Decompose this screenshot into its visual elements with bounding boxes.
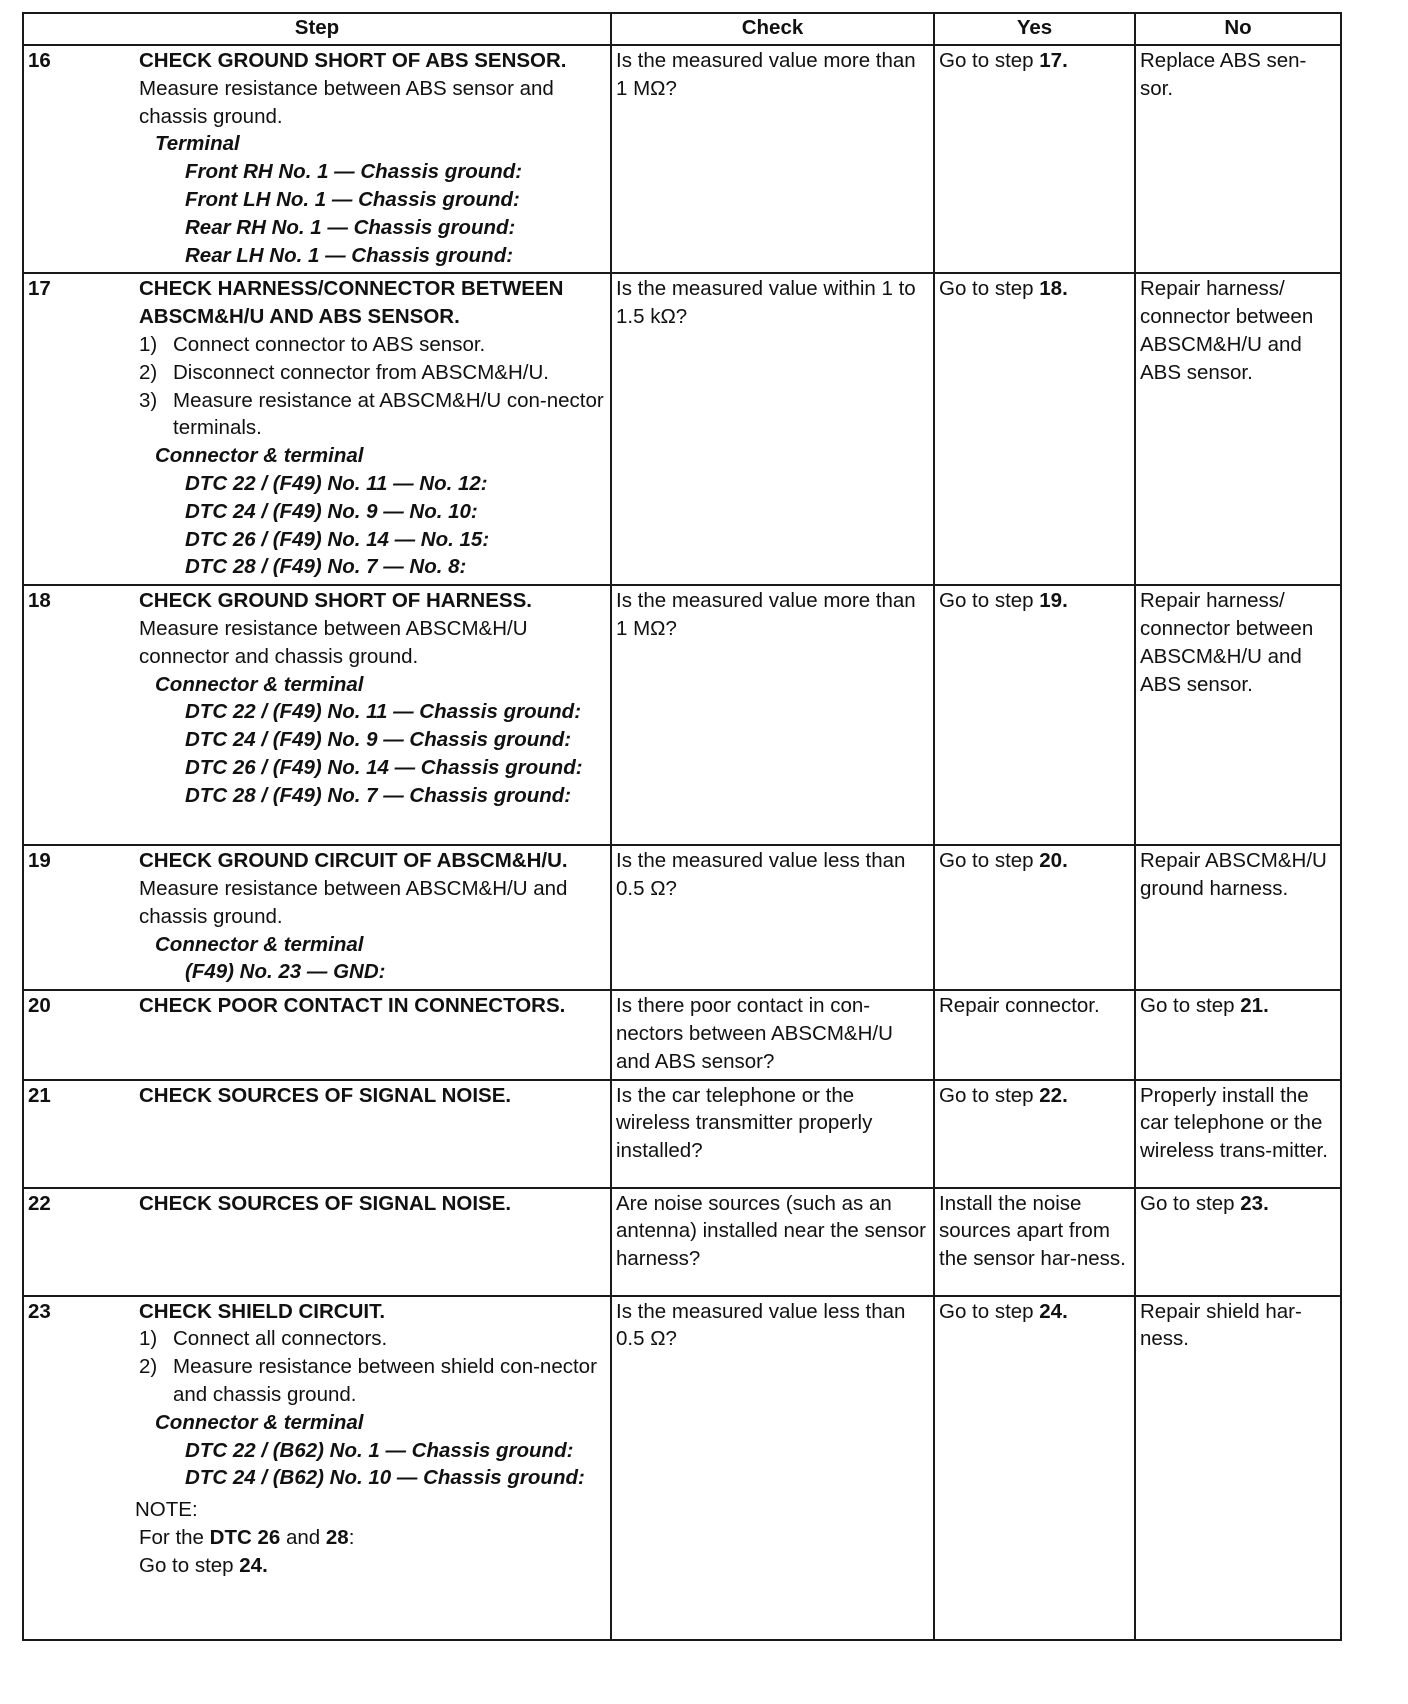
yes-text: Go to step	[939, 277, 1040, 301]
step-title: CHECK GROUND SHORT OF ABS SENSOR.	[139, 49, 567, 72]
terminal-spec: DTC 22 / (B62) No. 1 — Chassis ground:	[185, 1438, 574, 1462]
note-dtc: 28	[325, 1525, 349, 1549]
no-cell: Replace ABS sen-sor.	[1135, 45, 1341, 273]
note-text: :	[348, 1525, 355, 1549]
header-yes: Yes	[934, 13, 1135, 45]
list-text: Connect connector to ABS sensor.	[173, 332, 486, 356]
yes-text: Go to step	[939, 1083, 1040, 1107]
list-number: 2)	[139, 1355, 158, 1379]
list-number: 1)	[139, 1327, 158, 1351]
step-number: 16	[28, 49, 51, 72]
yes-text: Go to step	[939, 1299, 1040, 1323]
step-number: 17	[28, 277, 51, 301]
yes-text: Go to step	[939, 589, 1040, 613]
header-step: Step	[23, 13, 611, 45]
yes-cell	[934, 273, 1135, 585]
no-cell	[1135, 990, 1341, 1079]
step-title: CHECK HARNESS/CONNECTOR BETWEEN ABSCM&H/U AND ABS SENSOR.	[139, 277, 564, 329]
step-instruction: Measure resistance between ABSCM&H/U connector and chassis ground.	[139, 616, 528, 668]
connector-label: Connector & terminal	[155, 1410, 364, 1434]
step-cell	[23, 1080, 611, 1188]
table-row	[23, 845, 1341, 990]
no-cell: Properly install the car telephone or the wireless trans-mitter.	[1135, 1080, 1341, 1188]
step-cell	[23, 990, 611, 1079]
list-item	[139, 387, 605, 443]
table-row	[23, 585, 1341, 845]
note-dtc: DTC 26	[209, 1525, 281, 1549]
no-step-ref: 21.	[1240, 994, 1269, 1018]
note-label: NOTE:	[135, 1498, 198, 1522]
note-line	[139, 1552, 605, 1580]
yes-cell: Repair connector.	[934, 990, 1135, 1079]
terminal-spec: Front RH No. 1 — Chassis ground:	[185, 160, 523, 184]
step-cell	[23, 845, 611, 990]
terminal-spec: DTC 24 / (F49) No. 9 — No. 10:	[185, 499, 478, 523]
table-row	[23, 990, 1341, 1079]
yes-cell: Install the noise sources apart from the sensor har-ness.	[934, 1188, 1135, 1296]
step-cell	[23, 1296, 611, 1640]
step-cell	[23, 1188, 611, 1296]
no-cell: Repair shield har-ness.	[1135, 1296, 1341, 1640]
check-cell: Is the measured value more than 1 MΩ?	[611, 45, 934, 273]
table-row	[23, 1296, 1341, 1640]
list-text: Measure resistance between shield con-nector and chassis ground.	[173, 1355, 597, 1406]
note-step-ref: 24.	[239, 1553, 268, 1577]
check-cell: Are noise sources (such as an antenna) installed near the sensor harness?	[611, 1188, 934, 1296]
terminal-spec: DTC 22 / (F49) No. 11 — No. 12:	[185, 471, 488, 495]
step-number: 19	[28, 849, 51, 873]
list-text: Disconnect connector from ABSCM&H/U.	[173, 360, 549, 384]
list-number: 3)	[139, 388, 158, 412]
check-cell: Is the measured value less than 0.5 Ω?	[611, 1296, 934, 1640]
step-title: CHECK GROUND SHORT OF HARNESS.	[139, 589, 532, 613]
list-item	[139, 359, 605, 387]
connector-label: Connector & terminal	[155, 444, 364, 468]
yes-cell	[934, 585, 1135, 845]
note-text: For the	[139, 1525, 210, 1549]
yes-step-ref: 19.	[1039, 589, 1068, 613]
list-item	[139, 1325, 605, 1353]
no-text: Go to step	[1140, 1191, 1241, 1215]
list-number: 1)	[139, 332, 158, 356]
terminal-spec: DTC 22 / (F49) No. 11 — Chassis ground:	[185, 700, 582, 724]
yes-cell	[934, 45, 1135, 273]
terminal-spec: Rear RH No. 1 — Chassis ground:	[185, 215, 516, 239]
terminal-spec: DTC 24 / (F49) No. 9 — Chassis ground:	[185, 728, 572, 752]
yes-cell	[934, 1296, 1135, 1640]
yes-cell	[934, 1080, 1135, 1188]
yes-cell	[934, 845, 1135, 990]
note-text: Go to step	[139, 1553, 240, 1577]
step-number: 22	[28, 1191, 51, 1215]
check-cell: Is the measured value within 1 to 1.5 kΩ?	[611, 273, 934, 585]
yes-step-ref: 17.	[1039, 49, 1068, 72]
terminal-spec: Rear LH No. 1 — Chassis ground:	[185, 243, 514, 267]
terminal-spec: (F49) No. 23 — GND:	[185, 960, 386, 984]
yes-text: Go to step	[939, 849, 1040, 873]
step-title: CHECK SHIELD CIRCUIT.	[139, 1299, 386, 1323]
step-number: 18	[28, 589, 51, 613]
no-cell: Repair ABSCM&H/U ground harness.	[1135, 845, 1341, 990]
terminal-spec: DTC 26 / (F49) No. 14 — No. 15:	[185, 527, 490, 551]
connector-label: Connector & terminal	[155, 672, 364, 696]
check-cell: Is the measured value more than 1 MΩ?	[611, 585, 934, 845]
check-cell: Is there poor contact in con-nectors between ABSCM&H/U and ABS sensor?	[611, 990, 934, 1079]
terminal-spec: Front LH No. 1 — Chassis ground:	[185, 187, 520, 211]
header-no: No	[1135, 13, 1341, 45]
yes-step-ref: 18.	[1039, 277, 1068, 301]
terminal-spec: DTC 28 / (F49) No. 7 — No. 8:	[185, 555, 467, 579]
list-text: Connect all connectors.	[173, 1327, 388, 1351]
list-item	[139, 1353, 605, 1409]
header-check: Check	[611, 13, 934, 45]
table-row	[23, 1080, 1341, 1188]
step-instruction: Measure resistance between ABSCM&H/U and chassis ground.	[139, 876, 568, 928]
list-text: Measure resistance at ABSCM&H/U con-nector terminals.	[173, 388, 604, 440]
step-cell	[23, 585, 611, 845]
note-line	[139, 1524, 605, 1552]
no-cell: Repair harness/ connector between ABSCM&H/U and ABS sensor.	[1135, 273, 1341, 585]
yes-step-ref: 22.	[1039, 1083, 1068, 1107]
no-step-ref: 23.	[1240, 1191, 1269, 1215]
no-cell: Repair harness/ connector between ABSCM&H/U and ABS sensor.	[1135, 585, 1341, 845]
terminal-label: Terminal	[155, 132, 240, 156]
step-number: 23	[28, 1299, 51, 1323]
step-number: 20	[28, 994, 51, 1018]
list-item	[139, 331, 605, 359]
terminal-spec: DTC 28 / (F49) No. 7 — Chassis ground:	[185, 783, 572, 807]
step-instruction: Measure resistance between ABS sensor and chassis ground.	[139, 76, 554, 128]
step-number: 21	[28, 1083, 51, 1107]
step-cell	[23, 273, 611, 585]
terminal-spec: DTC 24 / (B62) No. 10 — Chassis ground:	[185, 1466, 585, 1490]
step-title: CHECK SOURCES OF SIGNAL NOISE.	[139, 1083, 512, 1107]
table-header-row	[23, 13, 1341, 45]
step-title: CHECK SOURCES OF SIGNAL NOISE.	[139, 1191, 512, 1215]
step-title: CHECK GROUND CIRCUIT OF ABSCM&H/U.	[139, 849, 568, 873]
no-cell	[1135, 1188, 1341, 1296]
check-cell: Is the measured value less than 0.5 Ω?	[611, 845, 934, 990]
table-row	[23, 273, 1341, 585]
yes-step-ref: 24.	[1039, 1299, 1068, 1323]
step-cell	[23, 45, 611, 273]
table-row	[23, 1188, 1341, 1296]
step-title: CHECK POOR CONTACT IN CONNECTORS.	[139, 994, 566, 1018]
table-row	[23, 45, 1341, 273]
yes-step-ref: 20.	[1039, 849, 1068, 873]
terminal-spec: DTC 26 / (F49) No. 14 — Chassis ground:	[185, 755, 583, 779]
no-text: Go to step	[1140, 994, 1241, 1018]
diagnosis-table	[22, 12, 1342, 1641]
list-number: 2)	[139, 360, 158, 384]
note-text: and	[280, 1525, 326, 1549]
check-cell: Is the car telephone or the wireless transmitter properly installed?	[611, 1080, 934, 1188]
yes-text: Go to step	[939, 49, 1040, 72]
connector-label: Connector & terminal	[155, 932, 364, 956]
